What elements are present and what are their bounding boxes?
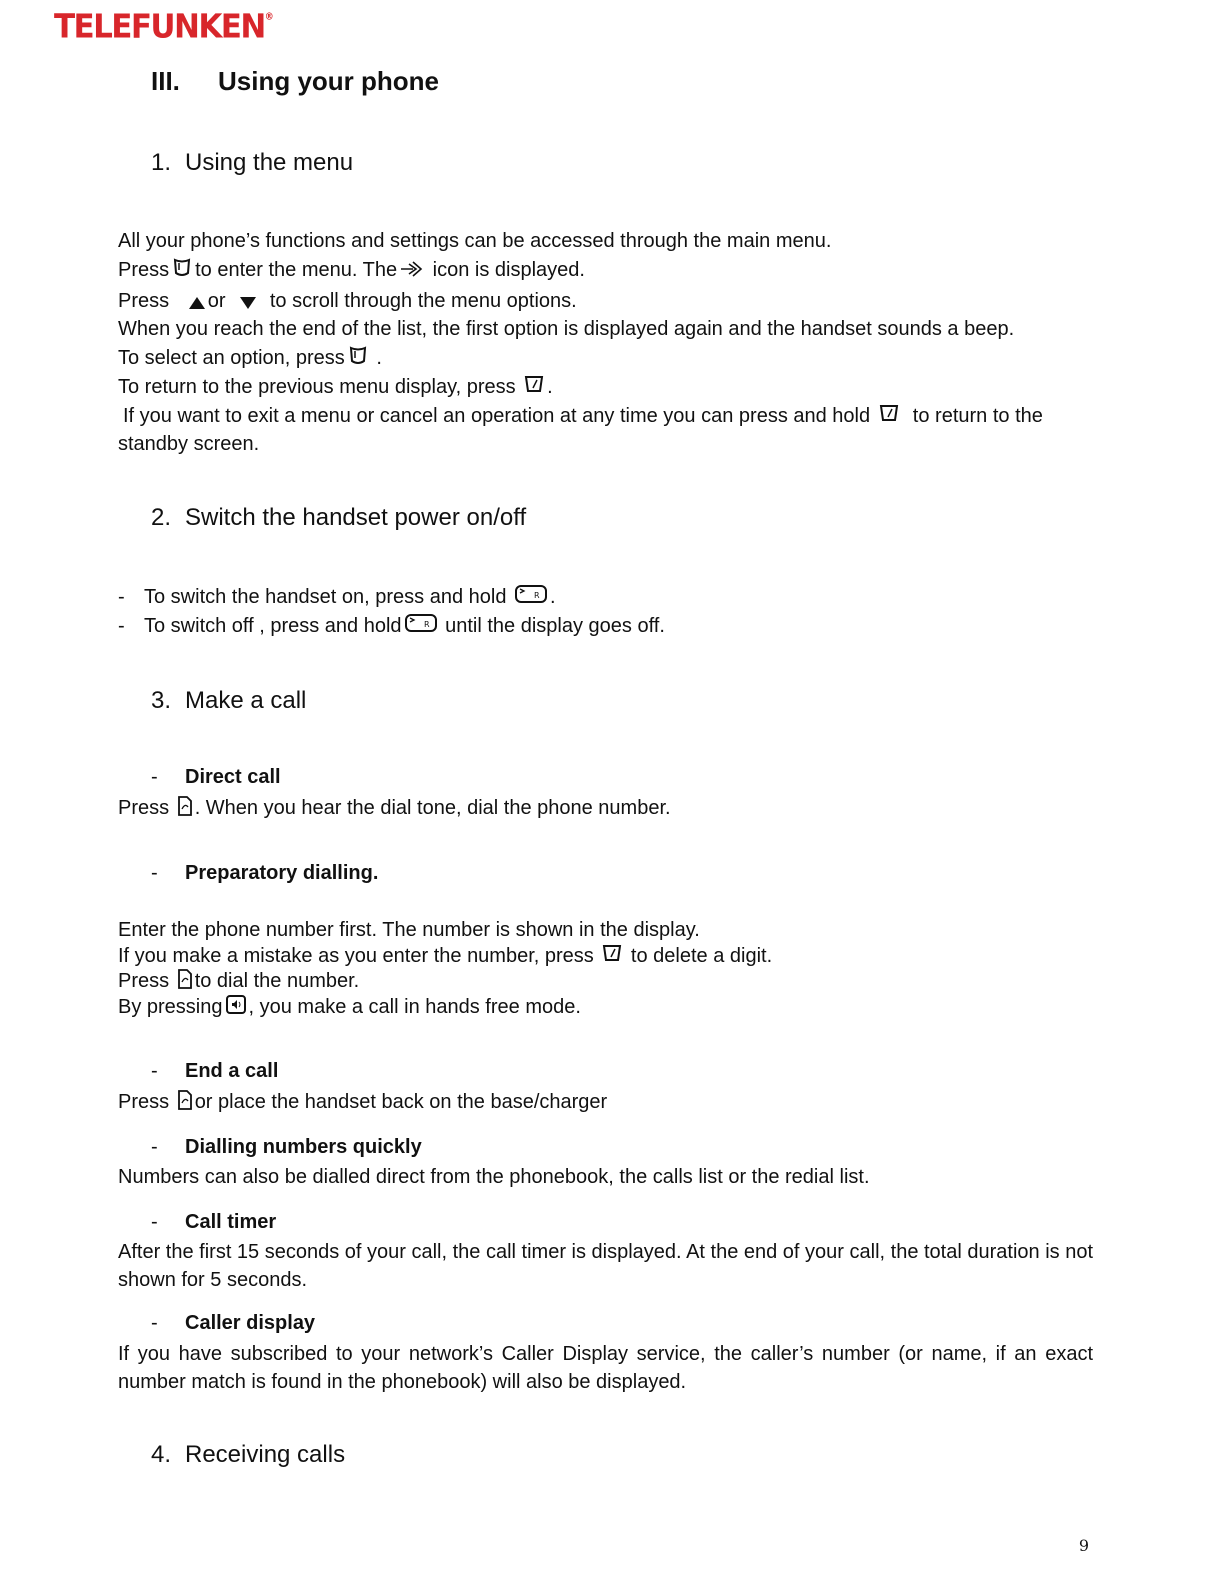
power-key-icon (404, 613, 438, 635)
section-heading-menu: 1. Using the menu (151, 149, 354, 176)
direct-call-text: Press . When you hear the dial tone, dial the phone number. (118, 797, 671, 819)
prep-text-1: Enter the phone number first. The number is shown in the display. (118, 919, 700, 941)
chapter-title: Using your phone (218, 66, 439, 96)
chapter-number: III. (151, 66, 180, 96)
prep-text-4: By pressing , you make a call in hands free mode. (118, 996, 581, 1018)
dialling-quickly-text: Numbers can also be dialled direct from the phonebook, the calls list or the redial list. (118, 1166, 870, 1188)
subheading-caller-display: - Caller display (151, 1312, 316, 1334)
back-key-icon (878, 403, 900, 425)
talk-key-icon (177, 968, 193, 990)
menu-paragraph-6: To return to the previous menu display, press . (118, 376, 553, 398)
subheading-call-timer: - Call timer (151, 1211, 277, 1233)
menu-key-icon (171, 257, 193, 279)
menu-paragraph-1: All your phone’s functions and settings can be accessed through the main menu. (118, 230, 832, 252)
menu-paragraph-2: Press to enter the menu. The icon is displayed. (118, 259, 585, 281)
svg-text:R: R (423, 620, 430, 629)
talk-key-icon (177, 795, 193, 817)
menu-paragraph-3: Press or to scroll through the menu options. (118, 290, 577, 312)
back-key-icon (601, 943, 623, 965)
menu-paragraph-7-cont: standby screen. (118, 433, 260, 455)
menu-arrow-icon (399, 259, 425, 279)
subheading-preparatory-dialling: - Preparatory dialling. (151, 862, 379, 884)
subheading-dialling-quickly: - Dialling numbers quickly (151, 1136, 422, 1158)
down-arrow-icon (239, 296, 257, 310)
svg-text:R: R (534, 591, 540, 600)
section-heading-call: 3. Make a call (151, 687, 307, 714)
caller-display-text: If you have subscribed to your network’s Caller Display service, the caller’s number (or name, if an exact number match is found in the phonebook) will also be displayed. (118, 1343, 1093, 1393)
menu-paragraph-4: When you reach the end of the list, the first option is displayed again and the handset sounds a beep. (118, 318, 1015, 340)
chapter-heading (151, 66, 439, 97)
end-call-text: Press or place the handset back on the base/charger (118, 1091, 608, 1113)
telefunken-logo: TELEFUNKEN® (54, 8, 274, 46)
menu-paragraph-7: If you want to exit a menu or cancel an operation at any time you can press and hold to return to the (123, 405, 1043, 427)
power-off-item: - To switch off , press and hold R until the display goes off. (118, 615, 665, 637)
subheading-direct-call: - Direct call (151, 766, 281, 788)
menu-paragraph-5: To select an option, press . (118, 347, 382, 369)
prep-text-3: Press to dial the number. (118, 970, 360, 992)
power-key-icon (514, 584, 548, 606)
ok-key-icon (347, 345, 369, 367)
section-heading-power: 2. Switch the handset power on/off (151, 504, 527, 531)
call-timer-text: After the first 15 seconds of your call, the call timer is displayed. At the end of your call, the total duration is not shown for 5 seconds. (118, 1241, 1093, 1291)
end-key-icon (177, 1089, 193, 1111)
page-number: 9 (1078, 1536, 1089, 1555)
subheading-end-call: - End a call (151, 1060, 279, 1082)
up-arrow-icon (188, 296, 206, 310)
prep-text-2: If you make a mistake as you enter the number, press to delete a digit. (118, 945, 773, 967)
section-heading-receiving: 4. Receiving calls (151, 1441, 346, 1468)
speaker-key-icon (225, 994, 247, 1016)
power-on-item: - To switch the handset on, press and hold R . (118, 586, 556, 608)
back-key-icon (523, 374, 545, 396)
